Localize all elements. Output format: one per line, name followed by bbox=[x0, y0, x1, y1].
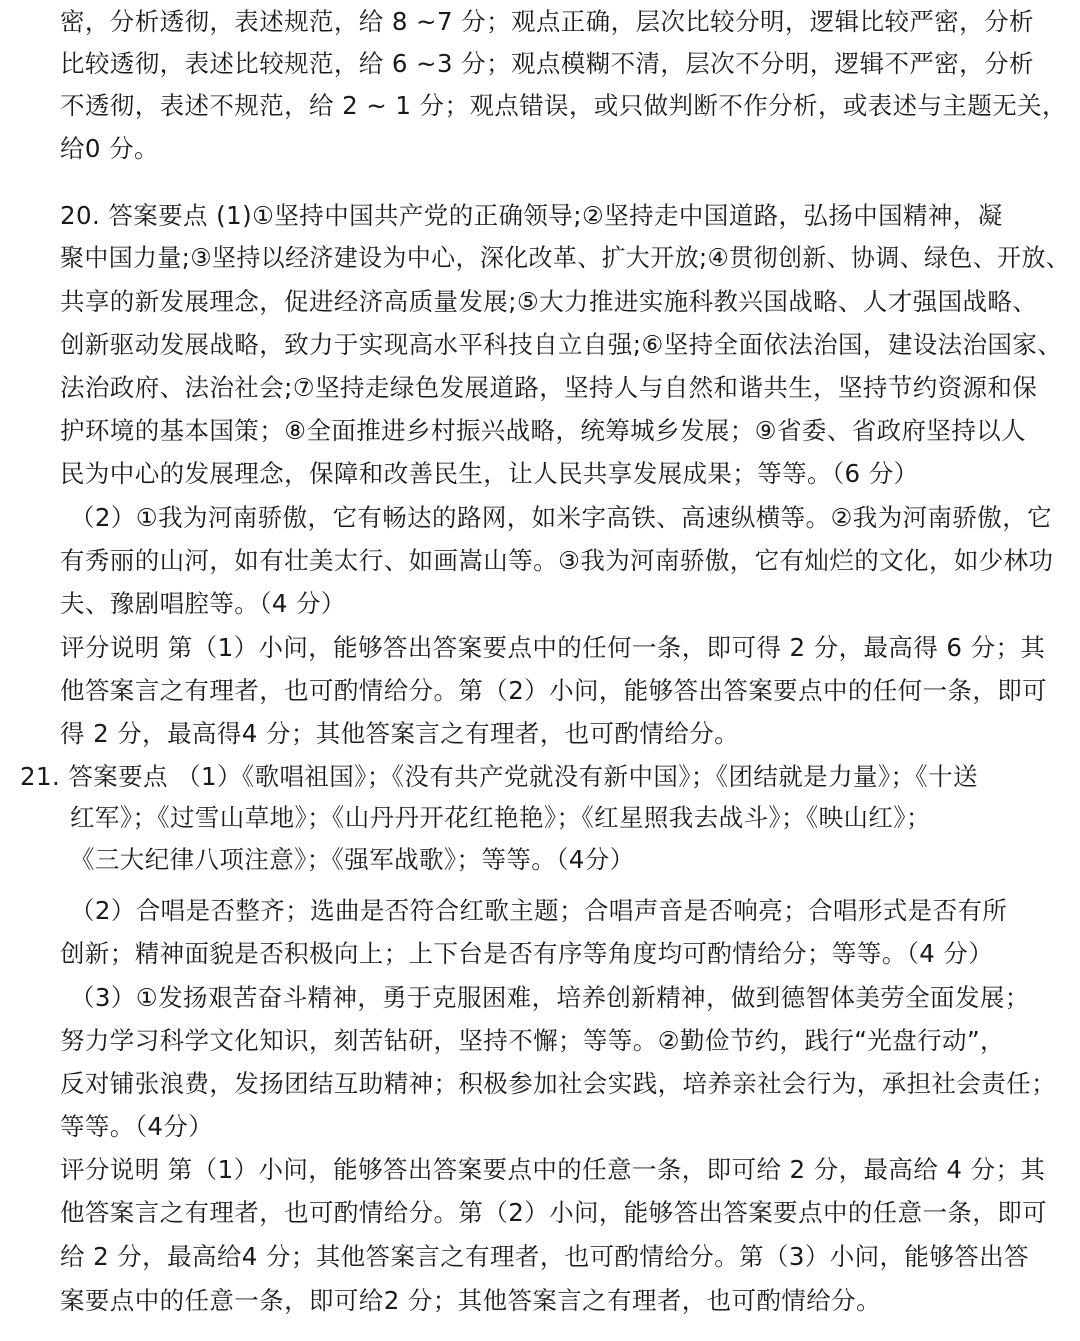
text-line: 红军》；《过雪山草地》；《山丹丹开花红艳艳》；《红星照我去战斗》；《映山红》； bbox=[70, 803, 931, 832]
text-line: 给 2 分，最高给4 分；其他答案言之有理者，也可酌情给分。第（3）小问，能够答出答 bbox=[60, 1242, 1029, 1271]
text-line: 《三大纪律八项注意》；《强军战歌》；等等。（4分） bbox=[70, 845, 635, 874]
text-line: 护环境的基本国策；⑧全面推进乡村振兴战略，统筹城乡发展；⑨省委、省政府坚持以人 bbox=[60, 416, 1027, 445]
text-line: 他答案言之有理者，也可酌情给分。第（2）小问，能够答出答案要点中的任意一条，即可 bbox=[60, 1198, 1048, 1227]
text-line: 夫、豫剧唱腔等。（4 分） bbox=[60, 589, 346, 618]
text-line: 评分说明 第（1）小问，能够答出答案要点中的任意一条，即可给 2 分，最高给 4 分；其 bbox=[60, 1155, 1046, 1184]
text-line: 比较透彻，表述比较规范，给 6 ~3 分；观点模糊不清，层次不分明，逻辑不严密，分析 bbox=[60, 49, 1034, 78]
text-line: 密，分析透彻，表述规范，给 8 ~7 分；观点正确，层次比较分明，逻辑比较严密，分析 bbox=[60, 7, 1034, 36]
text-line: （3）①发扬艰苦奋斗精神，勇于克服困难，培养创新精神，做到德智体美劳全面发展； bbox=[70, 983, 1030, 1012]
text-line: 21. 答案要点 （1）《歌唱祖国》；《没有共产党就没有新中国》；《团结就是力量》；《十送 bbox=[20, 762, 978, 791]
text-line: 得 2 分，最高得4 分；其他答案言之有理者，也可酌情给分。 bbox=[60, 719, 740, 748]
text-line: 不透彻，表述不规范，给 2 ~ 1 分；观点错误，或只做判断不作分析，或表述与主题无关， bbox=[60, 91, 1067, 120]
text-line: （2）合唱是否整齐；选曲是否符合红歌主题；合唱声音是否响亮；合唱形式是否有所 bbox=[70, 896, 1008, 925]
text-line: 评分说明 第（1）小问，能够答出答案要点中的任何一条，即可得 2 分，最高得 6 分；其 bbox=[60, 633, 1046, 662]
text-line: 有秀丽的山河，如有壮美太行、如画嵩山等。③我为河南骄傲，它有灿烂的文化，如少林功 bbox=[60, 546, 1054, 575]
text-line: 20. 答案要点 (1)①坚持中国共产党的正确领导;②坚持走中国道路，弘扬中国精神，凝 bbox=[60, 201, 1003, 230]
text-line: 他答案言之有理者，也可酌情给分。第（2）小问，能够答出答案要点中的任何一条，即可 bbox=[60, 676, 1048, 705]
text-line: 聚中国力量;③坚持以经济建设为中心，深化改革、扩大开放;④贯彻创新、协调、绿色、开放、 bbox=[60, 243, 1071, 272]
text-line: 反对铺张浪费，发扬团结互助精神；积极参加社会实践，培养亲社会行为，承担社会责任； bbox=[60, 1069, 1056, 1098]
text-line: 等等。（4分） bbox=[60, 1112, 214, 1141]
text-line: 努力学习科学文化知识，刻苦钻研，坚持不懈；等等。②勤俭节约，践行“光盘行动”， bbox=[60, 1026, 1005, 1055]
text-line: 创新；精神面貌是否积极向上；上下台是否有序等角度均可酌情给分；等等。（4 分） bbox=[60, 939, 994, 968]
text-line: 共享的新发展理念，促进经济高质量发展;⑤大力推进实施科教兴国战略、人才强国战略、 bbox=[60, 287, 1038, 316]
text-line: 创新驱动发展战略，致力于实现高水平科技自立自强;⑥坚持全面依法治国，建设法治国家、 bbox=[60, 330, 1063, 359]
text-line: 法治政府、法治社会;⑦坚持走绿色发展道路，坚持人与自然和谐共生，坚持节约资源和保 bbox=[60, 373, 1038, 402]
text-line: 民为中心的发展理念，保障和改善民生，让人民共享发展成果；等等。（6 分） bbox=[60, 459, 919, 488]
text-line: 案要点中的任意一条，即可给2 分；其他答案言之有理者，也可酌情给分。 bbox=[60, 1286, 881, 1315]
text-line: （2）①我为河南骄傲，它有畅达的路网，如米字高铁、高速纵横等。②我为河南骄傲，它 bbox=[70, 503, 1053, 532]
text-line: 给0 分。 bbox=[60, 134, 159, 163]
